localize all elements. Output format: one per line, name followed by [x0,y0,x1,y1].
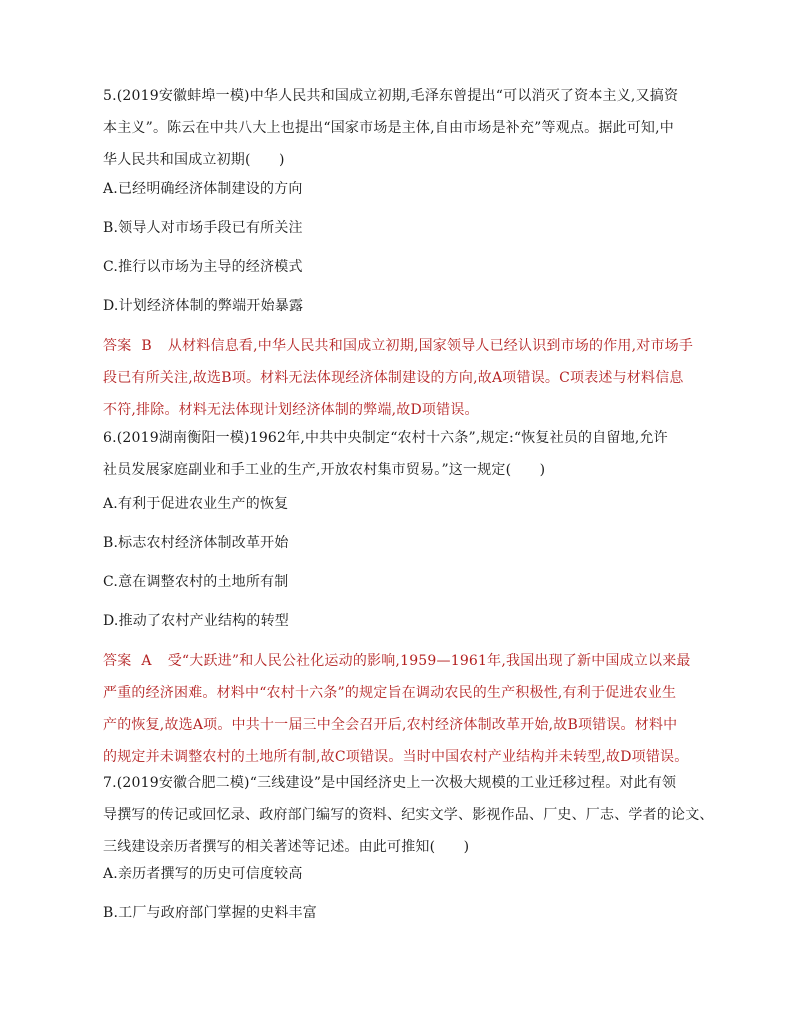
q5-option-c-text: C.推行以市场为主导的经济模式 [103,259,303,275]
q5-option-b [103,212,693,244]
q5-option-a-text: A.已经明确经济体制建设的方向 [103,181,303,197]
q6-option-a-text: A.有利于促进农业生产的恢复 [103,496,289,512]
q7-option-b-text: B.工厂与政府部门掌握的史料丰富 [103,905,317,921]
q6-stem-line-1: 6.(2019湖南衡阳一模)1962年,中共中央制定“农村十六条”,规定:“恢复社员的自留地,允许 [103,430,668,446]
q5-answer [103,330,693,426]
q5-option-d [103,290,693,322]
q5-stem-line-2: 本主义”。陈云在中共八大上也提出“国家市场是主体,自由市场是补充”等观点。据此可知,中 [103,120,674,136]
q7-option-b [103,897,693,929]
q7-option-a [103,858,693,890]
q5-option-b-text: B.领导人对市场手段已有所关注 [103,220,303,236]
q6-answer-line-1 [103,645,693,677]
q5-answer-line-2: 段已有所关注,故选B项。材料无法体现经济体制建设的方向,故A项错误。C项表述与材料信息 [103,370,684,386]
q6-answer-text-1: 受“大跃进”和人民公社化运动的影响,1959—1961年,我国出现了新中国成立以来最 [167,653,691,669]
answer-key: B [141,338,152,354]
q6-option-b [103,527,693,559]
q6-answer-line-3: 产的恢复,故选A项。中共十一届三中全会召开后,农村经济体制改革开始,故B项错误。材料中 [103,717,678,733]
q5-answer-text-1: 从材料信息看,中华人民共和国成立初期,国家领导人已经认识到市场的作用,对市场手 [167,338,694,354]
q5-option-d-text: D.计划经济体制的弊端开始暴露 [103,298,304,314]
q5-stem-line-3: 华人民共和国成立初期( ) [103,152,285,168]
q7-stem-line-3: 三线建设亲历者撰写的相关著述等记述。由此可推知( ) [103,839,470,855]
q7-stem-line-2: 导撰写的传记或回忆录、政府部门编写的资料、纪实文学、影视作品、厂史、厂志、学者的论文、 [103,807,714,823]
q6-option-d [103,605,693,637]
q5-option-c [103,251,693,283]
question-6-stem [103,422,693,486]
q6-answer-line-2: 严重的经济困难。材料中“农村十六条”的规定旨在调动农民的生产积极性,有利于促进农业生 [103,685,677,701]
question-5-stem [103,80,693,176]
q5-answer-line-3: 不符,排除。材料无法体现计划经济体制的弊端,故D项错误。 [103,402,479,418]
q5-stem-line-1: 5.(2019安徽蚌埠一模)中华人民共和国成立初期,毛泽东曾提出“可以消灭了资本主义,又搞资 [103,88,679,104]
q6-stem-line-2: 社员发展家庭副业和手工业的生产,开放农村集市贸易。”这一规定( ) [103,462,546,478]
q5-answer-line-1 [103,330,693,362]
q5-option-a [103,173,693,205]
question-7-stem [103,767,714,863]
q7-option-a-text: A.亲历者撰写的历史可信度较高 [103,866,303,882]
answer-label: 答案 [103,653,132,669]
q6-option-d-text: D.推动了农村产业结构的转型 [103,613,289,629]
q6-option-c-text: C.意在调整农村的土地所有制 [103,574,289,590]
answer-label: 答案 [103,338,132,354]
q6-option-c [103,566,693,598]
q6-option-b-text: B.标志农村经济体制改革开始 [103,535,289,551]
q6-option-a [103,488,693,520]
answer-key: A [141,653,152,669]
q7-stem-line-1: 7.(2019安徽合肥二模)“三线建设”是中国经济史上一次极大规模的工业迁移过程。对此有领 [103,775,677,791]
q6-answer-line-4: 的规定并未调整农村的土地所有制,故C项错误。当时中国农村产业结构并未转型,故D项错误。 [103,749,689,765]
q6-answer [103,645,693,773]
